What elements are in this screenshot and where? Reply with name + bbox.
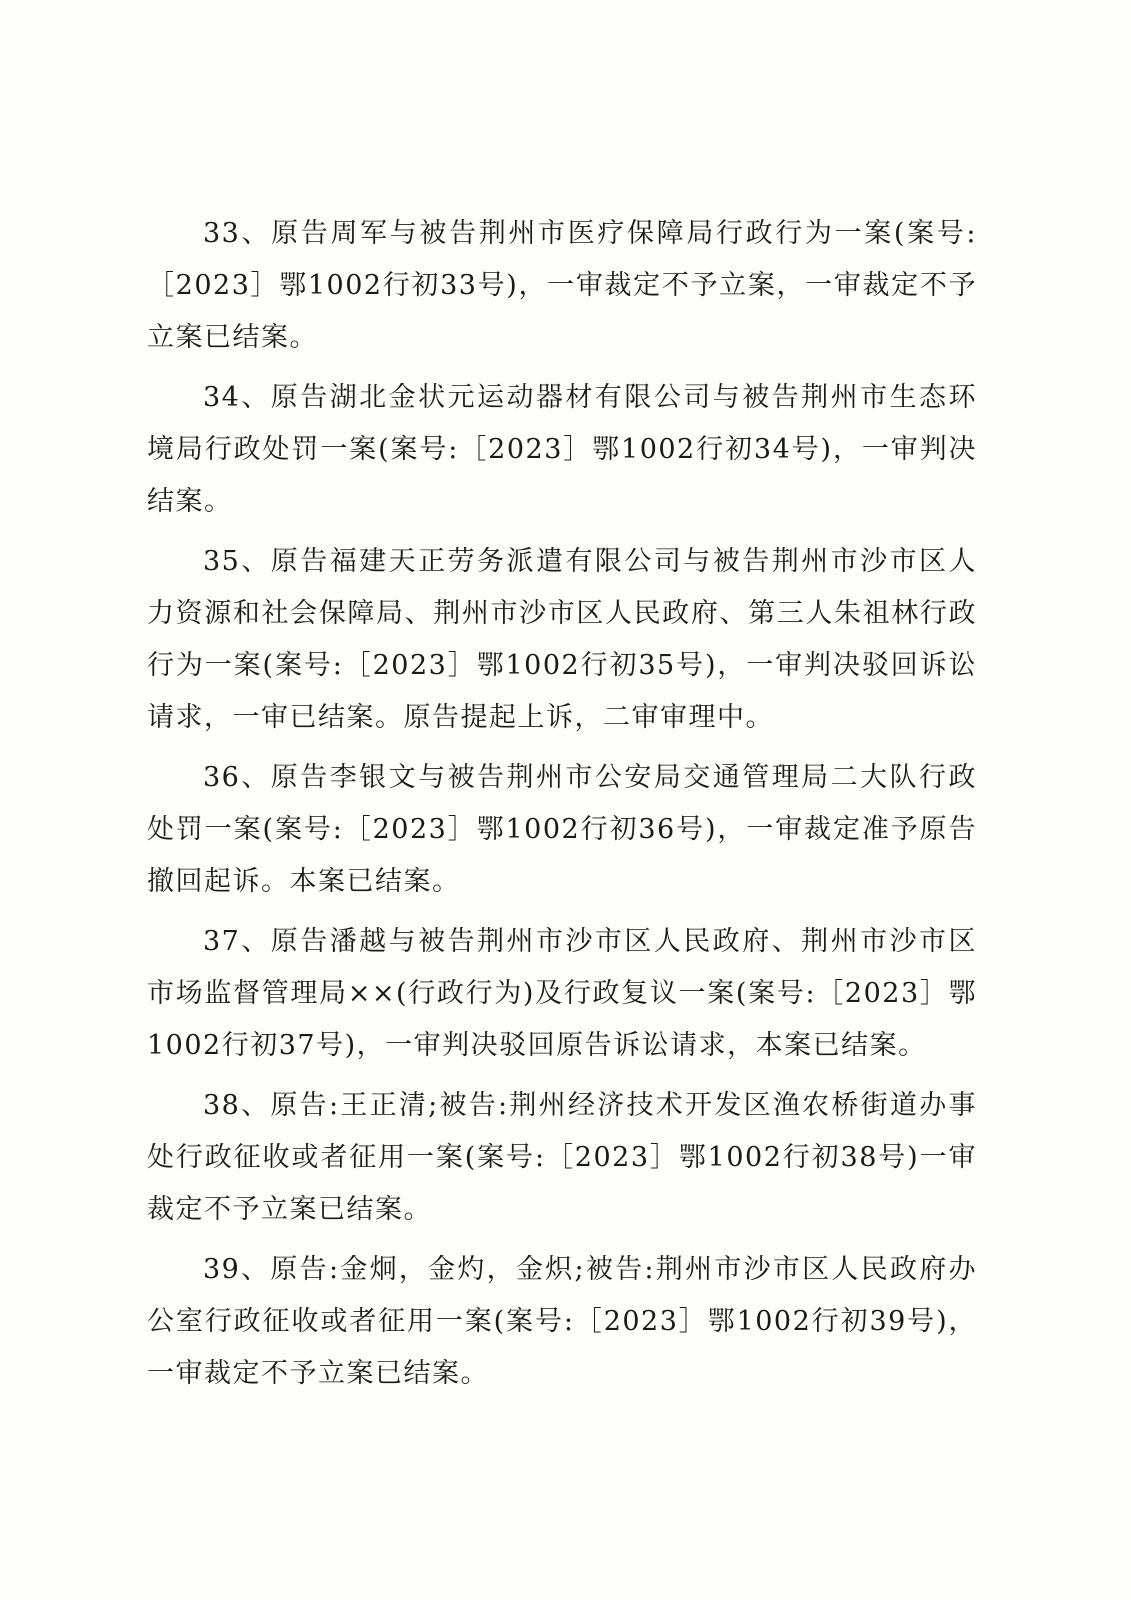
case-paragraph-36: 36、原告李银文与被告荆州市公安局交通管理局二大队行政处罚一案(案号:［2023］鄂1002行初36号)，一审裁定准予原告撤回起诉。本案已结案。 [147, 762, 977, 897]
case-paragraph-35: 35、原告福建天正劳务派遣有限公司与被告荆州市沙市区人力资源和社会保障局、荆州市沙市区人民政府、第三人朱祖林行政行为一案(案号:［2023］鄂1002行初35号)，一审判决驳回诉讼请求，一审已结案。原告提起上诉，二审审理中。 [147, 546, 977, 733]
case-paragraph-38: 38、原告:王正清;被告:荆州经济技术开发区渔农桥街道办事处行政征收或者征用一案(案号:［2023］鄂1002行初38号)一审裁定不予立案已结案。 [147, 1090, 977, 1225]
case-paragraph-33: 33、原告周军与被告荆州市医疗保障局行政行为一案(案号:［2023］鄂1002行初33号)，一审裁定不予立案，一审裁定不予立案已结案。 [147, 218, 977, 353]
document-body [147, 208, 977, 1408]
case-paragraph-39: 39、原告:金炯，金灼，金炽;被告:荆州市沙市区人民政府办公室行政征收或者征用一案(案号:［2023］鄂1002行初39号)，一审裁定不予立案已结案。 [147, 1254, 977, 1389]
case-paragraph-37: 37、原告潘越与被告荆州市沙市区人民政府、荆州市沙市区市场监督管理局××(行政行为)及行政复议一案(案号:［2023］鄂1002行初37号)，一审判决驳回原告诉讼请求，本案已结案。 [147, 926, 977, 1061]
case-paragraph-34: 34、原告湖北金状元运动器材有限公司与被告荆州市生态环境局行政处罚一案(案号:［2023］鄂1002行初34号)，一审判决结案。 [147, 382, 977, 517]
